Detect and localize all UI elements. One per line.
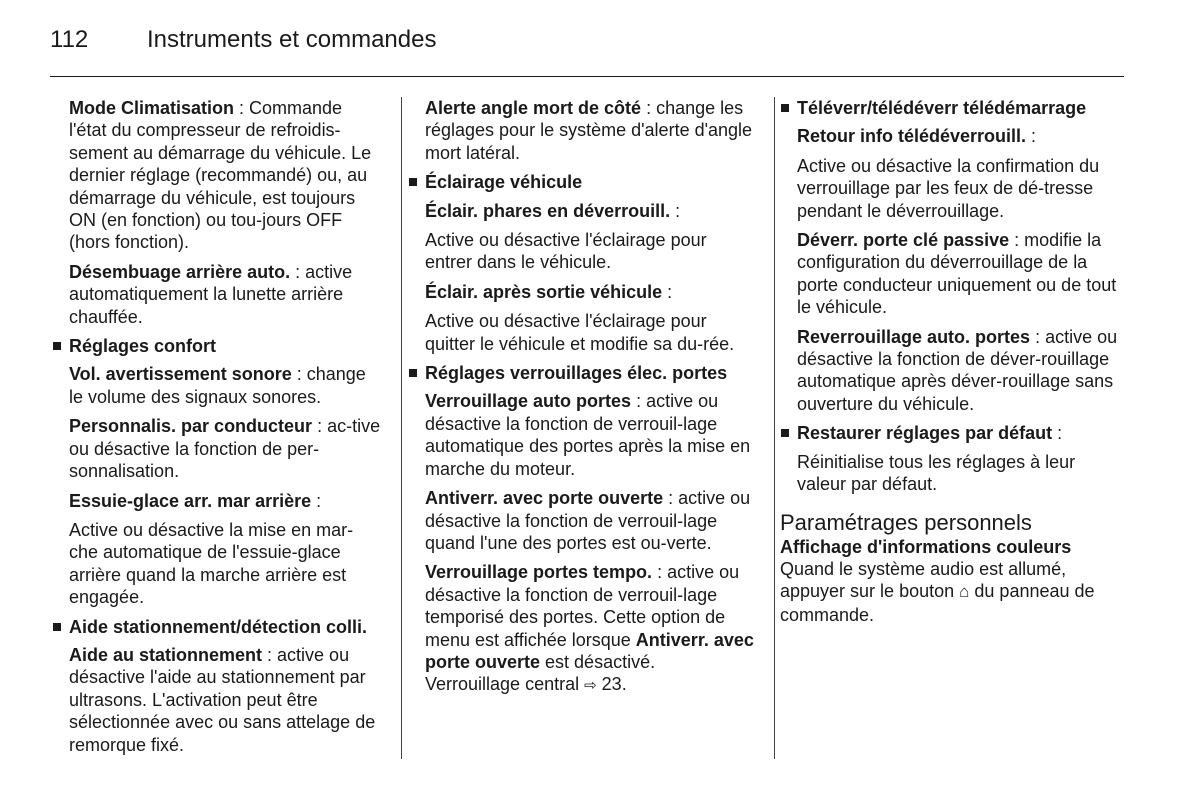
entry-aide-stationnement	[52, 644, 382, 756]
term: Alerte angle mort de côté	[425, 98, 642, 118]
entry-eclair-sortie: Éclair. après sortie véhicule :	[425, 281, 673, 302]
entry-personnalis	[52, 415, 382, 482]
entry-retour-info: Retour info télédéverrouill. :	[797, 126, 1037, 147]
entry-eclair-sortie-text: Active ou désactive l'éclairage pour quitter le véhicule et modifie sa du-rée.	[425, 311, 735, 354]
term: Verrouillage portes tempo.	[425, 562, 653, 583]
bullet-square-icon	[53, 623, 61, 631]
bullet-square-icon	[409, 178, 417, 186]
column-2	[425, 97, 755, 705]
description: : modifie la configuration du déverrouillage de la porte conducteur uniquement ou de tout le véhicule.	[797, 230, 1117, 318]
term: Vol. avertissement sonore	[69, 364, 292, 385]
entry-essuie-glace-text: Active ou désactive la mise en mar-che automatique de l'essuie-glace arrière quand la marche arrière est engagée.	[69, 519, 354, 608]
column-1	[52, 97, 382, 763]
bullet-square-icon	[409, 369, 417, 377]
page-reference-arrow-icon: ⇨	[584, 677, 597, 695]
description: : change les réglages pour le système d'alerte d'angle mort latéral.	[425, 98, 753, 163]
entry-verrouillage-auto	[425, 390, 755, 480]
page-number: 112	[50, 26, 89, 53]
bullet-heading-restaurer: Restaurer réglages par défaut :	[780, 422, 1127, 444]
entry-eclair-phares-text: Active ou désactive l'éclairage pour entrer dans le véhicule.	[425, 230, 707, 273]
term: Désembuage arrière auto.	[69, 261, 291, 282]
entry-mode-climatisation	[52, 97, 382, 254]
description: : active ou désactive l'aide au stationnement par ultrasons. L'activation peut être sélectionnée avec ou sans attelage de remorque fixé.	[69, 644, 376, 755]
description: : change le volume des signaux sonores.	[69, 364, 366, 407]
column-divider	[401, 97, 402, 759]
term: Reverrouillage auto. portes	[797, 326, 1031, 347]
entry-deverr-passive	[797, 229, 1127, 319]
entry-antiverr	[425, 487, 755, 554]
term: Déverr. porte clé passive	[797, 230, 1010, 251]
column-3	[780, 97, 1127, 633]
term: Éclair. phares en déverrouill.	[425, 200, 671, 221]
term: Essuie-glace arr. mar arrière	[69, 490, 312, 511]
term: Verrouillage auto portes	[425, 391, 632, 412]
bullet-heading-televerr: Téléverr/télédéverr télédémarrage	[780, 97, 1127, 119]
description: : ac-tive ou désactive la fonction de per-sonnalisation.	[69, 416, 381, 482]
description: : active ou désactive la fonction de déver-rouillage automatique après déver-rouillage sans ouverture du véhicule.	[797, 326, 1118, 414]
page-header	[50, 26, 1124, 77]
bullet-heading-eclairage: Éclairage véhicule	[408, 171, 755, 193]
entry-restaurer-text: Réinitialise tous les réglages à leur valeur par défaut.	[797, 451, 1076, 495]
term: Antiverr. avec porte ouverte	[425, 488, 664, 509]
column-divider	[774, 97, 775, 759]
entry-reverrouillage	[797, 326, 1127, 416]
home-button-icon: ⌂	[959, 582, 970, 602]
bullet-square-icon	[53, 342, 61, 350]
entry-eclair-phares: Éclair. phares en déverrouill. :	[425, 200, 681, 221]
page-reference: 23.	[596, 674, 627, 695]
description: : active ou désactive la fonction de verrouil-lage quand l'une des portes est ou-verte.	[425, 488, 751, 553]
chapter-title: Instruments et commandes	[147, 26, 437, 53]
term: Éclair. après sortie véhicule	[425, 281, 663, 302]
bullet-heading-verrouillages: Réglages verrouillages élec. portes	[408, 362, 755, 384]
term: Personnalis. par conducteur	[69, 416, 313, 437]
bullet-heading-confort: Réglages confort	[52, 335, 382, 357]
bullet-square-icon	[781, 429, 789, 437]
entry-angle-mort	[425, 97, 755, 164]
term: Aide au stationnement	[69, 644, 263, 665]
description: : Commande l'état du compresseur de refroidis-sement au démarrage du véhicule. Le dernier réglage (recommandé) ou, au démarrage du véhicule, est toujours ON (en fonction) ou tou-jours OFF (hors fonction).	[69, 98, 372, 253]
term: Retour info télédéverrouill.	[797, 126, 1027, 147]
entry-vol-avertissement	[52, 363, 382, 408]
sub-title: Affichage d'informations couleurs	[780, 536, 1072, 557]
entry-desembuage	[52, 261, 382, 328]
entry-essuie-glace: Essuie-glace arr. mar arrière :	[69, 490, 322, 511]
intro-paragraph: Quand le système audio est allumé, appuyer sur le bouton ⌂ du panneau de commande.	[780, 558, 1095, 625]
bullet-heading-aide-stationnement: Aide stationnement/détection colli.	[52, 616, 382, 638]
term: Antiverr. avec porte ouverte	[425, 629, 754, 672]
section-title: Paramétrages personnels	[780, 509, 1032, 535]
entry-retour-info-text: Active ou désactive la confirmation du verrouillage par les feux de dé-tresse pendant le déverrouillage.	[797, 155, 1100, 221]
entry-verrouillage-tempo: Verrouillage portes tempo. : active ou désactive la fonction de verrouil-lage temporisé des portes. Cette option de menu est affichée lorsque Antiverr. avec porte ouverte est désactivé. Verrouillage central ⇨ 23.	[425, 561, 755, 697]
description: : active ou désactive la fonction de verrouil-lage automatique des portes après la mise en marche du moteur.	[425, 391, 751, 479]
term: Mode Climatisation	[69, 98, 235, 118]
description: : active automatiquement la lunette arrière chauffée.	[69, 261, 353, 327]
bullet-square-icon	[781, 104, 789, 112]
